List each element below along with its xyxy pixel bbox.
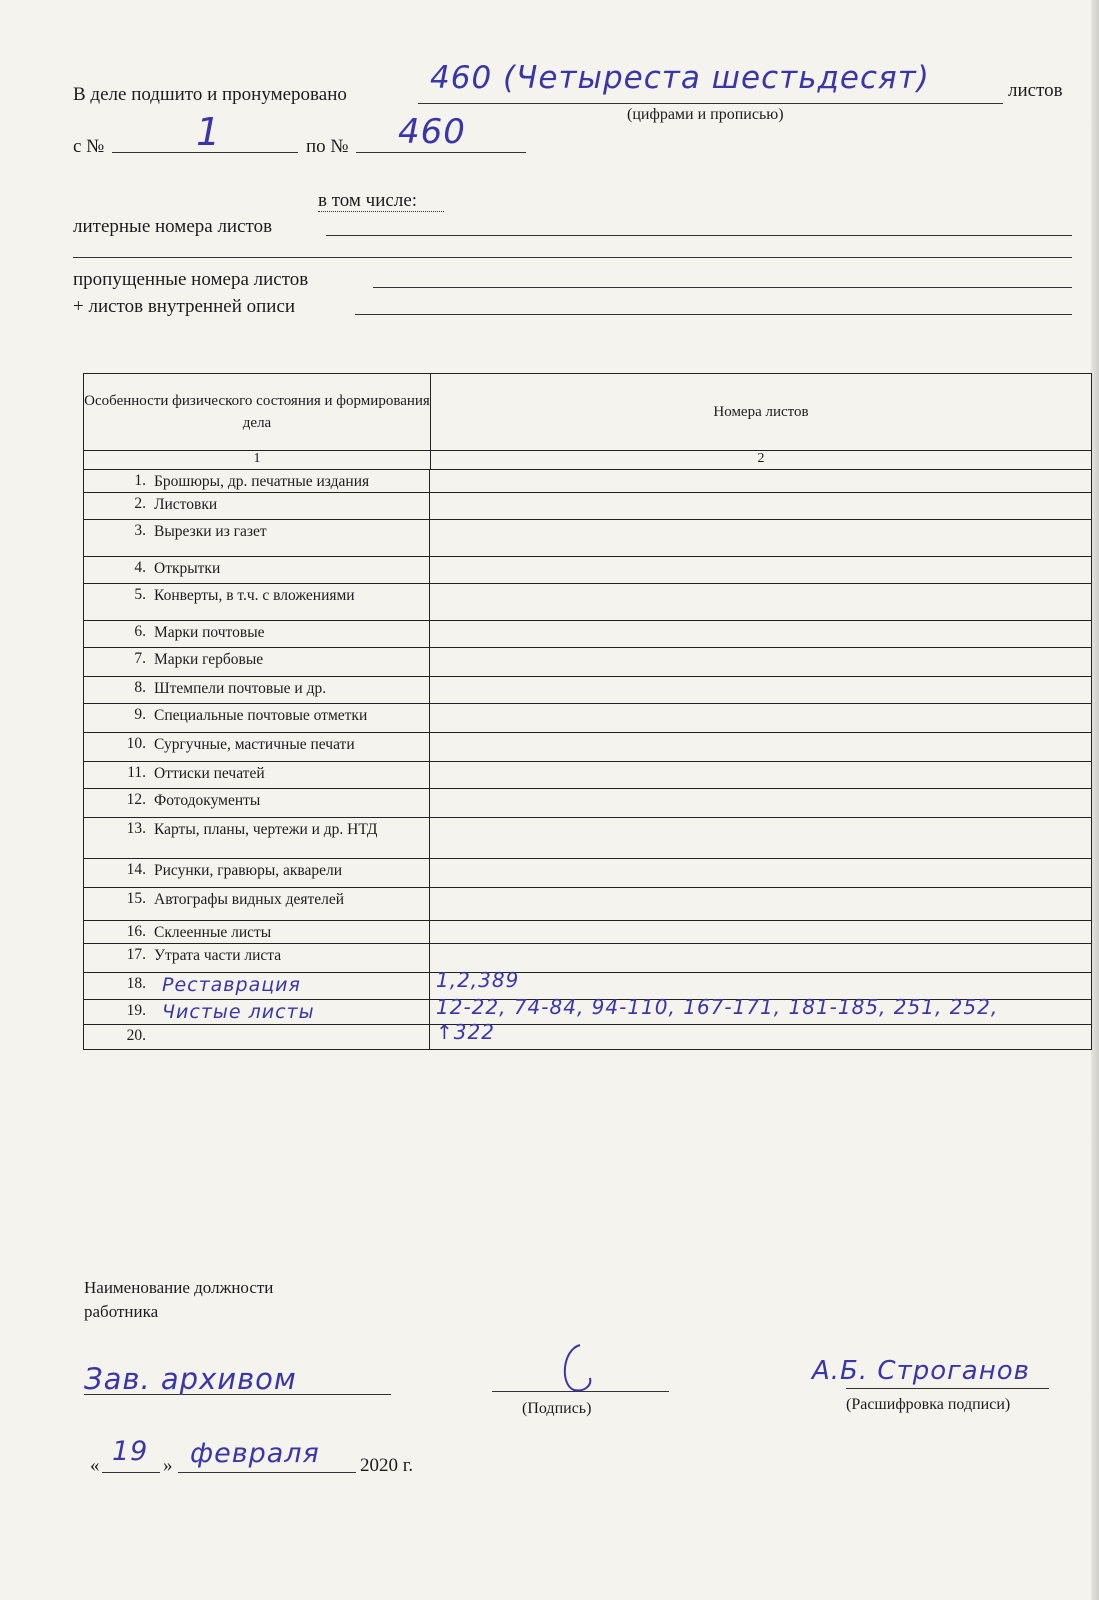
table-row: [84, 704, 1091, 733]
table-row: [84, 520, 1091, 557]
row-label: Карты, планы, чертежи и др. НТД: [154, 821, 378, 838]
row-sheets-value: ↑322: [436, 1020, 495, 1044]
to-label: по №: [306, 136, 349, 157]
table-body: [84, 470, 1091, 1049]
row-number: 8.: [134, 679, 146, 696]
table-row: [84, 944, 1091, 973]
to-handwritten: 460: [398, 112, 466, 152]
row-sheets-cell: [430, 1020, 1091, 1049]
to-underline: [356, 152, 526, 153]
row-sheets-cell: [430, 520, 1091, 556]
table-row: [84, 921, 1091, 944]
inner-label: + листов внутренней описи: [73, 296, 296, 317]
sheets-suffix: листов: [1008, 80, 1063, 101]
condition-table: [83, 373, 1092, 1050]
row-feature-cell: [84, 944, 430, 972]
row-label: Реставрация: [162, 974, 301, 996]
year-suffix: 2020 г.: [360, 1455, 414, 1476]
row-feature-cell: [84, 704, 430, 732]
row-label: Автографы видных деятелей: [154, 891, 345, 908]
quote-close: »: [163, 1455, 173, 1476]
including-underline: [318, 211, 444, 212]
row-sheets-cell: [430, 493, 1091, 519]
row-label: Листовки: [154, 496, 218, 513]
signature-hint: (Подпись): [522, 1400, 592, 1417]
row-label: Штемпели почтовые и др.: [154, 680, 327, 697]
table-row: [84, 818, 1091, 859]
row-number: 15.: [126, 890, 146, 907]
month-underline: [178, 1472, 356, 1473]
from-label: с №: [73, 136, 105, 157]
missing-label: пропущенные номера листов: [73, 269, 309, 290]
sheets-handwritten: 460 (Четыреста шестьдесят): [430, 60, 930, 96]
row-sheets-cell: [430, 584, 1091, 620]
row-sheets-cell: [430, 557, 1091, 583]
row-label: Сургучные, мастичные печати: [154, 736, 355, 753]
row-number: 14.: [126, 861, 146, 878]
row-number: 12.: [126, 791, 146, 808]
row-sheets-cell: [430, 789, 1091, 817]
row-feature-cell: [84, 818, 430, 858]
month-handwritten: февраля: [190, 1438, 320, 1469]
literal-line-1: [326, 235, 1072, 236]
row-number: 17.: [126, 946, 146, 963]
row-sheets-cell: [430, 648, 1091, 676]
row-feature-cell: [84, 677, 430, 703]
row-number: 16.: [126, 923, 146, 940]
position-handwritten: Зав. архивом: [84, 1362, 297, 1396]
row-feature-cell: [84, 648, 430, 676]
decode-hint: (Расшифровка подписи): [846, 1396, 1011, 1413]
position-label-2: работника: [84, 1302, 159, 1321]
sheets-prefix: В деле подшито и пронумеровано: [73, 84, 347, 105]
row-label: Фотодокументы: [154, 792, 261, 809]
row-label: Брошюры, др. печатные издания: [154, 473, 370, 490]
row-sheets-cell: [430, 733, 1091, 761]
row-feature-cell: [84, 621, 430, 647]
row-number: 20.: [126, 1027, 146, 1044]
row-sheets-cell: [430, 888, 1091, 920]
row-feature-cell: [84, 1025, 430, 1049]
row-number: 19.: [126, 1002, 146, 1019]
col1-number: 1: [84, 451, 431, 469]
table-column-numbers: [84, 451, 1091, 470]
row-number: 6.: [134, 623, 146, 640]
from-handwritten: 1: [196, 110, 222, 154]
row-feature-cell: [84, 973, 430, 999]
row-feature-cell: [84, 557, 430, 583]
row-feature-cell: [84, 493, 430, 519]
table-row: [84, 621, 1091, 648]
row-label: Утрата части листа: [154, 947, 282, 964]
row-number: 1.: [134, 472, 146, 489]
row-feature-cell: [84, 921, 430, 943]
row-sheets-value: 1,2,389: [436, 968, 520, 992]
row-label: Рисунки, гравюры, акварели: [154, 862, 343, 879]
row-feature-cell: [84, 520, 430, 556]
row-number: 18.: [126, 975, 146, 992]
row-number: 2.: [134, 495, 146, 512]
row-feature-cell: [84, 762, 430, 788]
sheets-underline: [418, 103, 1003, 104]
table-row: [84, 733, 1091, 762]
row-label: Специальные почтовые отметки: [154, 707, 368, 724]
row-number: 11.: [127, 764, 146, 781]
table-row: [84, 493, 1091, 520]
including-label: в том числе:: [318, 190, 418, 211]
row-feature-cell: [84, 789, 430, 817]
col1-header: Особенности физического состояния и формирования дела: [84, 374, 431, 450]
literal-label: литерные номера листов: [73, 216, 273, 237]
row-sheets-value: 12-22, 74-84, 94-110, 167-171, 181-185, 251, 252,: [436, 995, 999, 1019]
row-feature-cell: [84, 859, 430, 887]
row-number: 13.: [126, 820, 146, 837]
row-number: 7.: [134, 650, 146, 667]
row-number: 4.: [134, 559, 146, 576]
day-underline: [102, 1472, 160, 1473]
row-number: 5.: [134, 586, 146, 603]
table-row: [84, 677, 1091, 704]
col2-header: Номера листов: [713, 403, 809, 420]
row-sheets-cell: [430, 944, 1091, 972]
table-row: [84, 789, 1091, 818]
row-label: Склеенные листы: [154, 924, 272, 941]
row-number: 9.: [134, 706, 146, 723]
row-label: Открытки: [154, 560, 221, 577]
row-feature-cell: [84, 1000, 430, 1024]
row-number: 3.: [134, 522, 146, 539]
row-sheets-cell: [430, 762, 1091, 788]
row-label: Марки гербовые: [154, 651, 264, 668]
row-sheets-cell: [430, 704, 1091, 732]
missing-line: [373, 287, 1072, 288]
literal-line-2: [73, 257, 1072, 258]
signature-mark: [540, 1340, 610, 1400]
table-row: [84, 1020, 1091, 1049]
day-handwritten: 19: [112, 1436, 149, 1467]
row-sheets-cell: [430, 995, 1091, 1024]
row-sheets-cell: [430, 859, 1091, 887]
row-feature-cell: [84, 733, 430, 761]
row-number: 10.: [126, 735, 146, 752]
table-row: [84, 859, 1091, 888]
table-row: [84, 762, 1091, 789]
row-sheets-cell: [430, 621, 1091, 647]
row-feature-cell: [84, 584, 430, 620]
position-label-1: Наименование должности: [84, 1278, 274, 1297]
row-sheets-cell: [430, 921, 1091, 943]
row-label: Вырезки из газет: [154, 523, 267, 540]
table-row: [84, 557, 1091, 584]
table-row: [84, 888, 1091, 921]
decode-handwritten: А.Б. Строганов: [812, 1356, 1030, 1386]
table-row: [84, 584, 1091, 621]
row-feature-cell: [84, 470, 430, 492]
col2-number: 2: [757, 451, 765, 466]
table-row: [84, 995, 1091, 1025]
table-header: [84, 374, 1091, 451]
table-row: [84, 470, 1091, 493]
row-label: Марки почтовые: [154, 624, 265, 641]
inner-line: [355, 314, 1072, 315]
row-sheets-cell: [430, 818, 1091, 858]
quote-open: «: [90, 1455, 100, 1476]
row-label: Оттиски печатей: [154, 765, 265, 782]
row-label: Чистые листы: [162, 1001, 315, 1023]
decode-underline: [846, 1388, 1049, 1389]
table-row: [84, 648, 1091, 677]
row-sheets-cell: [430, 677, 1091, 703]
row-sheets-cell: [430, 470, 1091, 492]
sheets-hint: (цифрами и прописью): [627, 106, 784, 123]
row-label: Конверты, в т.ч. с вложениями: [154, 587, 355, 604]
page-edge: [1091, 0, 1099, 1600]
row-feature-cell: [84, 888, 430, 920]
